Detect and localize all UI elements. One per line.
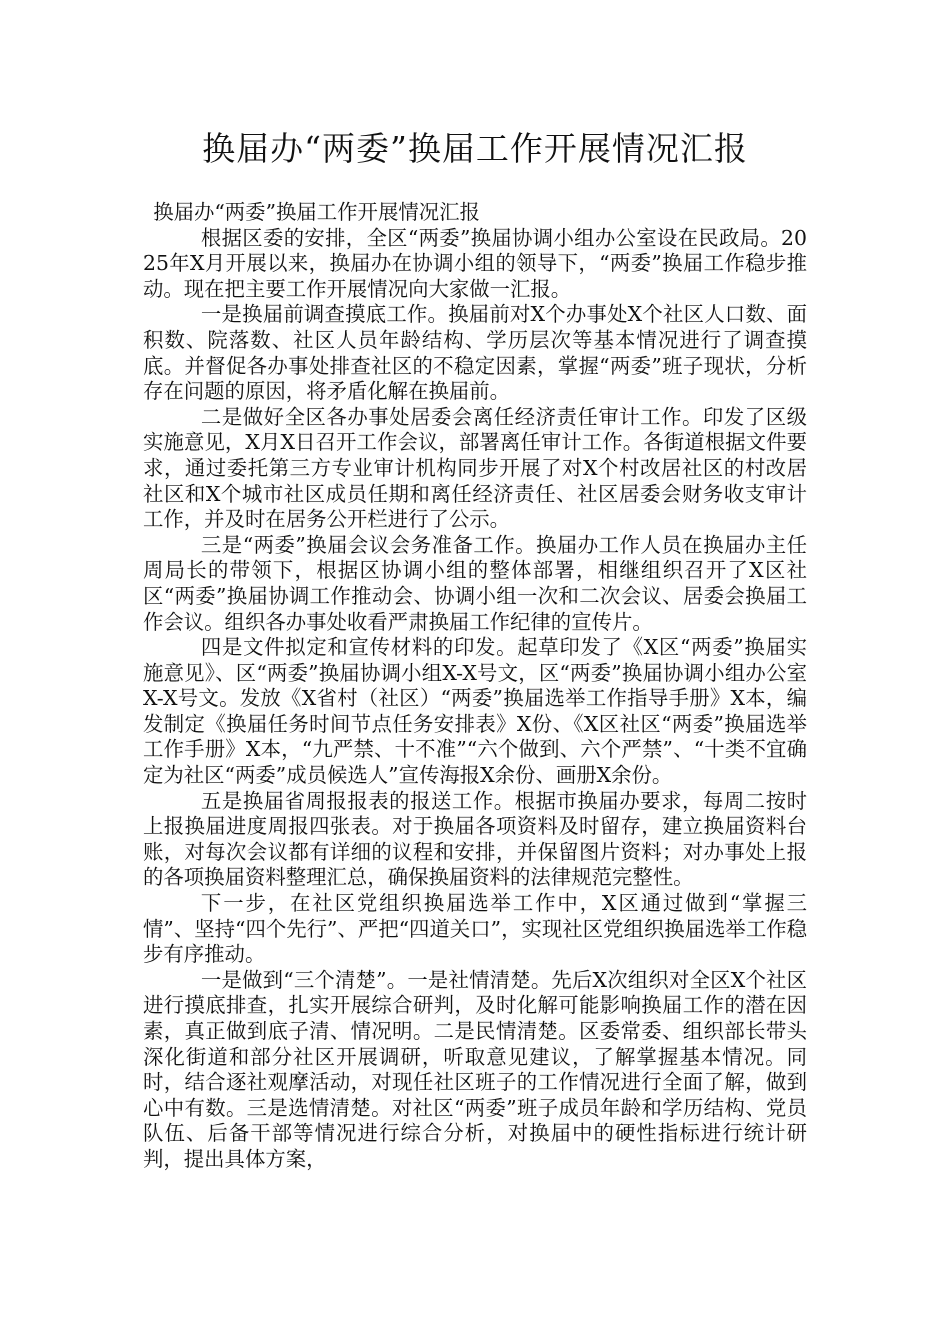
document-subtitle: 换届办“两委”换届工作开展情况汇报 xyxy=(153,200,480,224)
paragraph: 四是文件拟定和宣传材料的印发。起草印发了《X区“两委”换届实施意见》、区“两委”换届协调小组X-X号文，区“两委”换届协调小组办公室X-X号文。发放《X省村（社区）“两委”换届选举工作指导手册》X本，编发制定《换届任务时间节点任务安排表》X份、《X区社区“两委”换届选举工作手册》X本，“九严禁、十不准”“六个做到、六个严禁”、“十类不宜确定为社区“两委”成员候选人”宣传海报X余份、画册X余份。 xyxy=(143,635,807,788)
paragraph: 下一步，在社区党组织换届选举工作中，X区通过做到“掌握三情”、坚持“四个先行”、严把“四道关口”，实现社区党组织换届选举工作稳步有序推动。 xyxy=(143,891,807,967)
paragraph: 二是做好全区各办事处居委会离任经济责任审计工作。印发了区级实施意见，X月X日召开工作会议，部署离任审计工作。各街道根据文件要求，通过委托第三方专业审计机构同步开展了对X个村改居社区的村改居社区和X个城市社区成员任期和离任经济责任、社区居委会财务收支审计工作，并及时在居务公开栏进行了公示。 xyxy=(143,404,807,532)
document-body xyxy=(143,200,807,1173)
paragraph: 三是“两委”换届会议会务准备工作。换届办工作人员在换届办主任周局长的带领下，根据区协调小组的整体部署，相继组织召开了X区社区“两委”换届协调工作推动会、协调小组一次和二次会议、居委会换届工作会议。组织各办事处收看严肃换届工作纪律的宣传片。 xyxy=(143,532,807,634)
paragraph: 根据区委的安排，全区“两委”换届协调小组办公室设在民政局。2025年X月开展以来，换届办在协调小组的领导下，“两委”换届工作稳步推动。现在把主要工作开展情况向大家做一汇报。 xyxy=(143,225,807,301)
paragraph: 一是换届前调查摸底工作。换届前对X个办事处X个社区人口数、面积数、院落数、社区人员年龄结构、学历层次等基本情况进行了调查摸底。并督促各办事处排查社区的不稳定因素，掌握“两委”班子现状，分析存在问题的原因，将矛盾化解在换届前。 xyxy=(143,302,807,404)
document-title: 换届办“两委”换届工作开展情况汇报 xyxy=(202,129,748,168)
paragraph: 五是换届省周报报表的报送工作。根据市换届办要求，每周二按时上报换届进度周报四张表。对于换届各项资料及时留存，建立换届资料台账，对每次会议都有详细的议程和安排，并保留图片资料；对办事处上报的各项换届资料整理汇总，确保换届资料的法律规范完整性。 xyxy=(143,788,807,890)
paragraph: 一是做到“三个清楚”。一是社情清楚。先后X次组织对全区X个社区进行摸底排查，扎实开展综合研判，及时化解可能影响换届工作的潜在因素，真正做到底子清、情况明。二是民情清楚。区委常委、组织部长带头深化街道和部分社区开展调研，听取意见建议，了解掌握基本情况。同时，结合逐社观摩活动，对现任社区班子的工作情况进行全面了解，做到心中有数。三是选情清楚。对社区“两委”班子成员年龄和学历结构、党员队伍、后备干部等情况进行综合分析，对换届中的硬性指标进行统计研判，提出具体方案， xyxy=(143,967,807,1171)
